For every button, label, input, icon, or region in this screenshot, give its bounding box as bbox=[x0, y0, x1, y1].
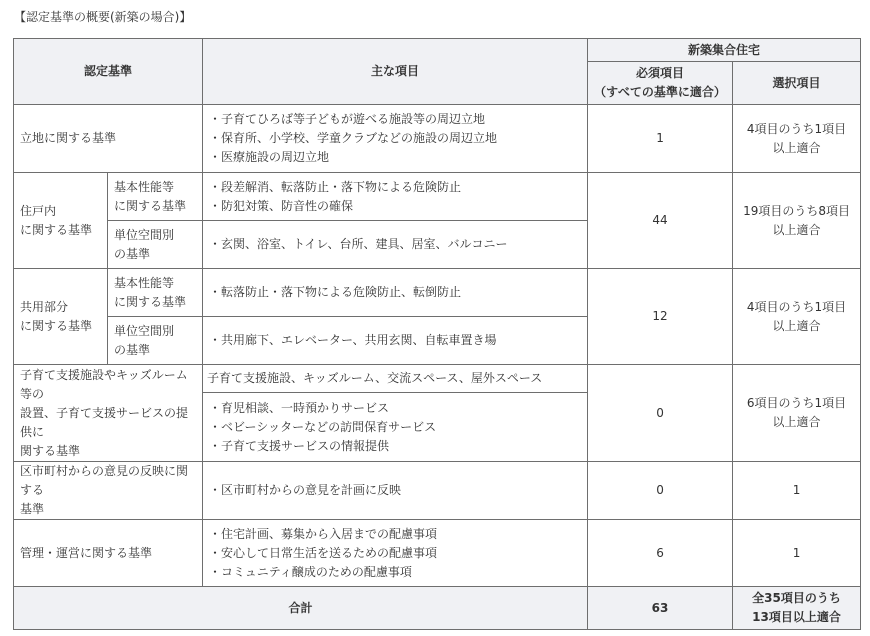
dwelling-sub2-line2: の基準 bbox=[114, 246, 151, 261]
table-row-common-basic bbox=[14, 269, 861, 317]
dwelling-sub1-label bbox=[108, 173, 203, 221]
municipal-label bbox=[14, 462, 203, 520]
header-criteria: 認定基準 bbox=[14, 39, 203, 105]
location-optional-line2: 以上適合 bbox=[772, 140, 821, 155]
list-item: ・ 段差解消、転落防止・落下物による危険防止 bbox=[209, 178, 581, 197]
management-label: 管理・運営に関する基準 bbox=[14, 520, 203, 587]
total-label: 合計 bbox=[14, 587, 588, 630]
list-item: ・ 安心して日常生活を送るための配慮事項 bbox=[209, 544, 581, 563]
dwelling-sub2-line1: 単位空間別 bbox=[114, 227, 175, 242]
list-item: ・ 医療施設の周辺立地 bbox=[209, 148, 581, 167]
list-item: ・ 転落防止・落下物による危険防止、転倒防止 bbox=[209, 283, 581, 302]
childcare-optional-line2: 以上適合 bbox=[772, 415, 821, 429]
dwelling-label-line2: に関する基準 bbox=[20, 222, 93, 237]
header-main-items: 主な項目 bbox=[203, 39, 588, 105]
common-optional bbox=[733, 269, 861, 365]
childcare-required: 0 bbox=[588, 365, 733, 462]
header-required bbox=[588, 62, 733, 105]
total-required: 63 bbox=[588, 587, 733, 630]
childcare-facilities: 子育て支援施設、キッズルーム、交流スペース、屋外スペース bbox=[203, 365, 588, 393]
list-item: ・ 区市町村からの意見を計画に反映 bbox=[209, 481, 581, 500]
list-item: ・ 子育てひろば等子どもが遊べる施設等の周辺立地 bbox=[209, 110, 581, 129]
list-item: ・ 玄関、浴室、トイレ、台所、建具、居室、バルコニー bbox=[209, 235, 581, 254]
childcare-label-line1: 子育て支援施設やキッズルーム等の bbox=[20, 367, 188, 401]
list-item: ・ ベビーシッターなどの訪問保育サービス bbox=[209, 418, 581, 437]
table-row-municipal bbox=[14, 462, 861, 520]
certification-criteria-table bbox=[13, 38, 861, 630]
location-optional-line1: 4項目のうち1項目 bbox=[746, 121, 847, 136]
childcare-services bbox=[203, 393, 588, 462]
location-optional bbox=[733, 105, 861, 173]
table-row-location bbox=[14, 105, 861, 173]
dwelling-sub1-line2: に関する基準 bbox=[114, 198, 187, 213]
municipal-optional: 1 bbox=[733, 462, 861, 520]
common-sub2-line2: の基準 bbox=[114, 342, 151, 357]
municipal-label-line1: 区市町村からの意見の反映に関する bbox=[20, 464, 189, 497]
common-required: 12 bbox=[588, 269, 733, 365]
header-required-line2: （すべての基準に適合） bbox=[594, 85, 726, 99]
common-sub2-line1: 単位空間別 bbox=[114, 323, 175, 338]
dwelling-label-line1: 住戸内 bbox=[20, 203, 57, 218]
common-optional-line1: 4項目のうち1項目 bbox=[746, 299, 847, 314]
common-sub2-label bbox=[108, 317, 203, 365]
header-required-line1: 必須項目 bbox=[636, 66, 685, 80]
dwelling-sub2-items bbox=[203, 221, 588, 269]
management-items bbox=[203, 520, 588, 587]
municipal-required: 0 bbox=[588, 462, 733, 520]
table-row-management bbox=[14, 520, 861, 587]
table-row-childcare-facilities bbox=[14, 365, 861, 393]
management-optional: 1 bbox=[733, 520, 861, 587]
childcare-optional bbox=[733, 365, 861, 462]
table-row-total bbox=[14, 587, 861, 630]
municipal-label-line2: 基準 bbox=[20, 502, 45, 516]
dwelling-label bbox=[14, 173, 108, 269]
total-optional bbox=[733, 587, 861, 630]
header-new-apartment: 新築集合住宅 bbox=[588, 39, 861, 62]
childcare-label-line3: 関する基準 bbox=[20, 443, 81, 458]
dwelling-optional bbox=[733, 173, 861, 269]
dwelling-sub2-label bbox=[108, 221, 203, 269]
location-label: 立地に関する基準 bbox=[14, 105, 203, 173]
common-sub1-line1: 基本性能等 bbox=[114, 275, 175, 290]
dwelling-optional-line1: 19項目のうち8項目 bbox=[743, 203, 850, 218]
table-row-dwelling-basic bbox=[14, 173, 861, 221]
common-sub1-line2: に関する基準 bbox=[114, 294, 187, 309]
common-label bbox=[14, 269, 108, 365]
management-required: 6 bbox=[588, 520, 733, 587]
location-required: 1 bbox=[588, 105, 733, 173]
dwelling-sub1-line1: 基本性能等 bbox=[114, 179, 175, 194]
list-item: ・ 住宅計画、募集から入居までの配慮事項 bbox=[209, 525, 581, 544]
common-label-line2: に関する基準 bbox=[20, 318, 93, 333]
location-items bbox=[203, 105, 588, 173]
dwelling-optional-line2: 以上適合 bbox=[772, 222, 821, 237]
common-sub1-label bbox=[108, 269, 203, 317]
dwelling-required: 44 bbox=[588, 173, 733, 269]
header-row-1 bbox=[14, 39, 861, 62]
list-item: ・ 育児相談、一時預かりサービス bbox=[209, 399, 581, 418]
common-sub1-items bbox=[203, 269, 588, 317]
list-item: ・ コミュニティ醸成のための配慮事項 bbox=[209, 563, 581, 582]
dwelling-sub1-items bbox=[203, 173, 588, 221]
common-optional-line2: 以上適合 bbox=[772, 318, 821, 333]
common-label-line1: 共用部分 bbox=[20, 299, 69, 314]
header-optional: 選択項目 bbox=[733, 62, 861, 105]
list-item: ・ 共用廊下、エレベーター、共用玄関、自転車置き場 bbox=[209, 331, 581, 350]
municipal-items bbox=[203, 462, 588, 520]
total-optional-line2: 13項目以上適合 bbox=[752, 610, 841, 624]
list-item: ・ 子育て支援サービスの情報提供 bbox=[209, 437, 581, 456]
table-caption: 【認定基準の概要(新築の場合)】 bbox=[14, 10, 192, 24]
list-item: ・ 防犯対策、防音性の確保 bbox=[209, 197, 581, 216]
childcare-label-line2: 設置、子育て支援サービスの提供に bbox=[20, 405, 189, 439]
total-optional-line1: 全35項目のうち bbox=[752, 591, 841, 605]
childcare-label bbox=[14, 365, 203, 462]
list-item: ・ 保育所、小学校、学童クラブなどの施設の周辺立地 bbox=[209, 129, 581, 148]
common-sub2-items bbox=[203, 317, 588, 365]
childcare-optional-line1: 6項目のうち1項目 bbox=[746, 396, 847, 410]
